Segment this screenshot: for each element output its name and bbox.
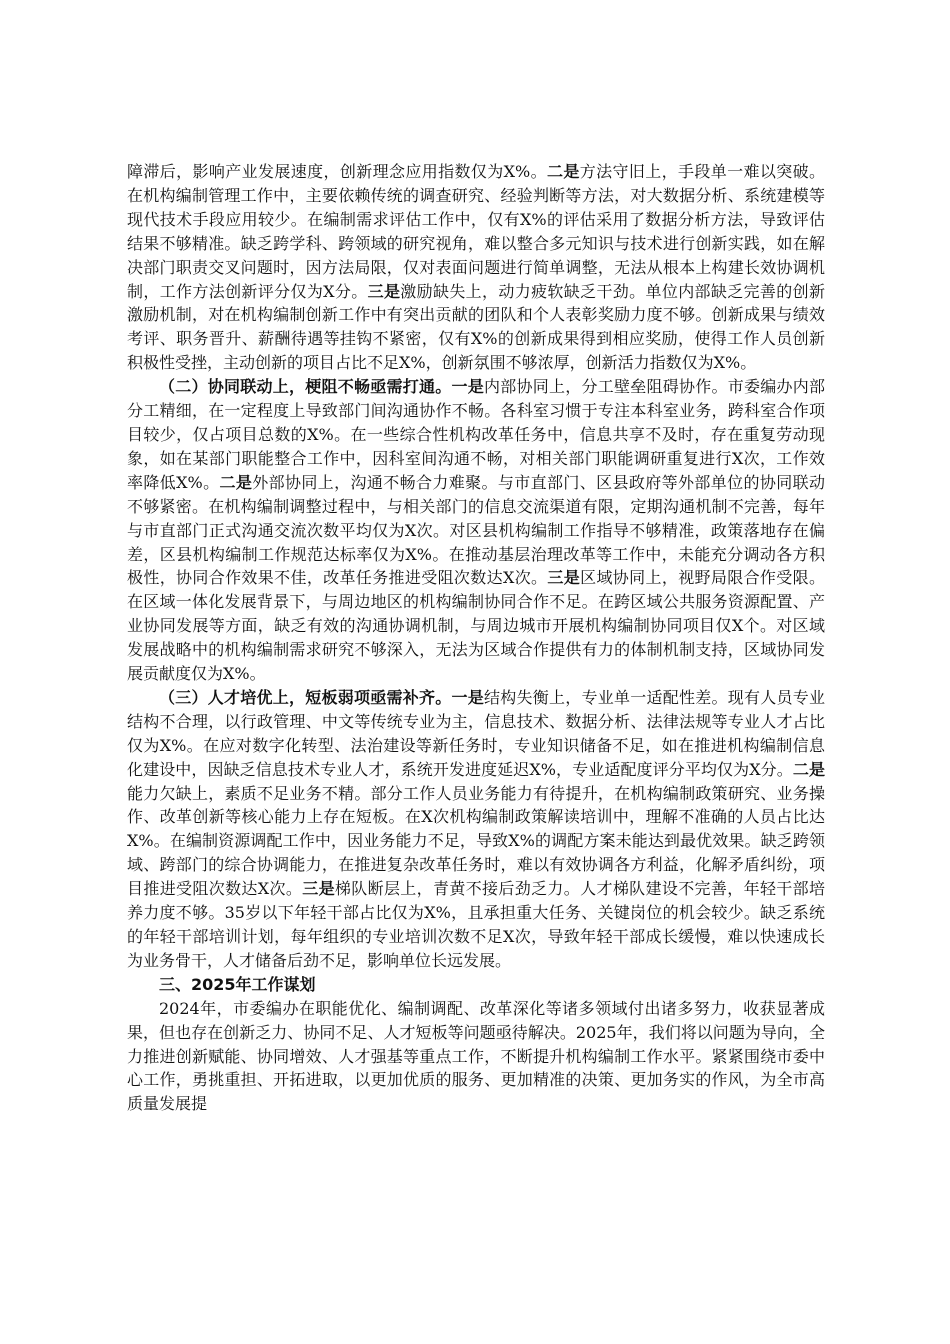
text-segment: 激励缺失上，动力疲软缺乏干劲。单位内部缺乏完善的创新激励机制，对在机构编制创新工作中有突出贡献的团队和个人表彰奖励力度不够。创新成果与绩效考评、职务晋升、薪酬待遇等挂钩不紧密，仅有X%的创新成果得到相应奖励，使得工作人员创新积极性受挫，主动创新的项目占比不足X%，创新氛围不够浓厚，创新活力指数仅为X%。 xyxy=(127,281,825,373)
paragraph-2025-plan xyxy=(127,997,825,1117)
ordinal-marker: 二是 xyxy=(792,759,825,779)
text-segment: 障滞后，影响产业发展速度，创新理念应用指数仅为X%。 xyxy=(127,162,547,181)
subsection-heading-talent: （三）人才培优上，短板弱项亟需补齐。 xyxy=(159,687,452,707)
ordinal-marker: 一是 xyxy=(451,687,484,707)
text-segment: 能力欠缺上，素质不足业务不精。部分工作人员业务能力有待提升，在机构编制政策研究、业务操作、改革创新等核心能力上存在短板。在X次机构编制政策解读培训中，理解不准确的人员占比达X%。在编制资源调配工作中，因业务能力不足，导致X%的调配方案未能达到最优效果。缺乏跨领域、跨部门的综合协调能力，在推进复杂改革任务时，难以有效协调各方利益，化解矛盾纠纷，项目推进受阻次数达X次。 xyxy=(127,783,825,899)
paragraph-coordination xyxy=(127,375,825,686)
section-heading-2025-plan: 三、2025年工作谋划 xyxy=(159,974,316,994)
ordinal-marker: 一是 xyxy=(451,377,484,397)
text-segment: 方法守旧上，手段单一难以突破。在机构编制管理工作中，主要依赖传统的调查研究、经验判断等方法，对大数据分析、系统建模等现代技术手段应用较少。在编制需求评估工作中，仅有X%的评估采用了数据分析方法，导致评估结果不够精准。缺乏跨学科、跨领域的研究视角，难以整合多元知识与技术进行创新实践，如在解决部门职责交叉问题时，因方法局限，仅对表面问题进行简单调整，无法从根本上构建长效协调机制，工作方法创新评分仅为X分。 xyxy=(127,162,825,301)
ordinal-marker: 二是 xyxy=(546,162,580,181)
text-segment: 梯队断层上，青黄不接后劲乏力。人才梯队建设不完善，年轻干部培养力度不够。35岁以下年轻干部占比仅为X%，且承担重大任务、关键岗位的机会较少。缺乏系统的年轻干部培训计划，每年组织的专业培训次数不足X次，导致年轻干部成长缓慢，难以快速成长为业务骨干，人才储备后劲不足，影响单位长远发展。 xyxy=(127,879,825,970)
text-segment: 区域协同上，视野局限合作受限。在区域一体化发展背景下，与周边地区的机构编制协同合作不足。在跨区域公共服务资源配置、产业协同发展等方面，缺乏有效的沟通协调机制，与周边城市开展机构编制协同项目仅X个。对区域发展战略中的机构编制需求研究不够深入，无法为区域合作提供有力的体制机制支持，区域协同发展贡献度仅为X%。 xyxy=(127,568,825,684)
subsection-heading-coordination: （二）协同联动上，梗阻不畅亟需打通。 xyxy=(159,377,452,397)
text-segment: 2024年，市委编办在职能优化、编制调配、改革深化等诸多领域付出诸多努力，收获显著成果，但也存在创新乏力、协同不足、人才短板等问题亟待解决。2025年，我们将以问题为导向，全力推进创新赋能、协同增效、人才强基等重点工作，不断提升机构编制工作水平。紧紧围绕市委中心工作，勇挑重担、开拓进取，以更加优质的服务、更加精准的决策、更加务实的作风，为全市高质量发展提 xyxy=(127,998,825,1114)
text-segment: 内部协同上，分工壁垒阻碍协作。市委编办内部分工精细，在一定程度上导致部门间沟通协作不畅。各科室习惯于专注本科室业务，跨科室合作项目较少，仅占项目总数的X%。在一些综合性机构改革任务中，信息共享不及时，存在重复劳动现象，如在某部门职能整合工作中，因科室间沟通不畅，对相关部门职能调研重复进行X次，工作效率降低X%。 xyxy=(127,377,825,492)
document-page xyxy=(127,160,825,1116)
ordinal-marker: 三是 xyxy=(367,281,401,301)
paragraph-innovation-continued xyxy=(127,160,825,375)
text-segment: 结构失衡上，专业单一适配性差。现有人员专业结构不合理，以行政管理、中文等传统专业为主，信息技术、数据分析、法律法规等专业人才占比仅为X%。在应对数字化转型、法治建设等新任务时，专业知识储备不足，如在推进机构编制信息化建设中，因缺乏信息技术专业人才，系统开发进度延迟X%，专业适配度评分平均仅为X分。 xyxy=(127,687,825,779)
ordinal-marker: 三是 xyxy=(302,879,335,899)
text-segment: 外部协同上，沟通不畅合力难聚。与市直部门、区县政府等外部单位的协同联动不够紧密。在机构编制调整过程中，与相关部门的信息交流渠道有限，定期沟通机制不完善，每年与市直部门正式沟通交流次数平均仅为X次。对区县机构编制工作指导不够精准，政策落地存在偏差，区县机构编制工作规范达标率仅为X%。在推动基层治理改革等工作中，未能充分调动各方积极性，协同合作效果不佳，改革任务推进受阻次数达X次。 xyxy=(127,472,825,588)
paragraph-talent xyxy=(127,686,825,973)
ordinal-marker: 三是 xyxy=(547,568,581,588)
ordinal-marker: 二是 xyxy=(219,472,253,492)
